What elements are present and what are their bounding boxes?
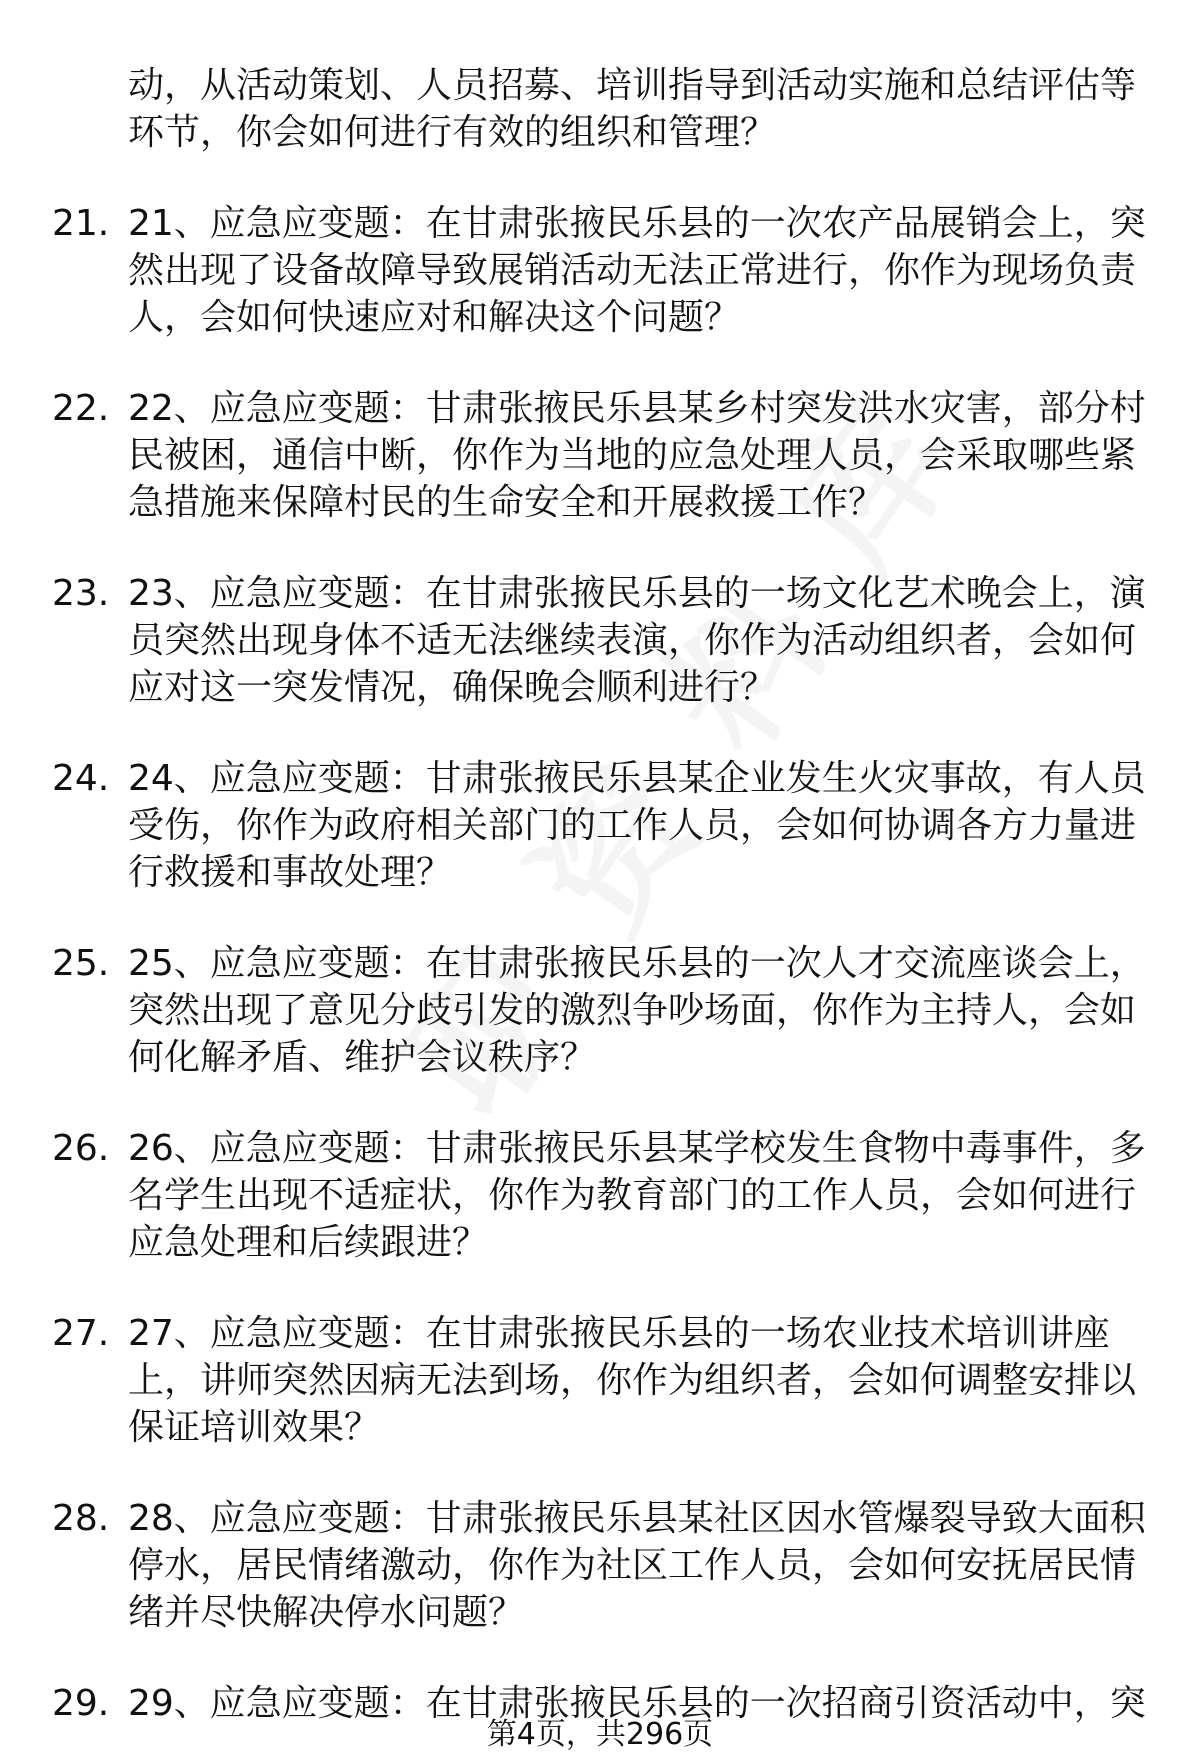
- list-item: [0, 1310, 1200, 1451]
- question-list: [0, 62, 1200, 1727]
- item-number: 29.: [52, 1683, 110, 1724]
- item-number: 28.: [52, 1498, 110, 1539]
- item-text: 29、应急应变题：在甘肃张掖民乐县的一次招商引资活动中，突: [128, 1683, 1146, 1724]
- list-item: [0, 940, 1200, 1081]
- item-number: 22.: [52, 388, 110, 429]
- item-text: 26、应急应变题：甘肃张掖民乐县某学校发生食物中毒事件，多名学生出现不适症状，你作为教育部门的工作人员，会如何进行应急处理和后续跟进？: [128, 1128, 1146, 1263]
- item-text: 23、应急应变题：在甘肃张掖民乐县的一场文化艺术晚会上，演员突然出现身体不适无法继续表演，你作为活动组织者，会如何应对这一突发情况，确保晚会顺利进行？: [128, 573, 1146, 708]
- continuation-text: 动，从活动策划、人员招募、培训指导到活动实施和总结评估等环节，你会如何进行有效的组织和管理？: [128, 65, 1137, 153]
- item-number: 23.: [52, 573, 110, 614]
- list-item: [0, 755, 1200, 896]
- list-item: [0, 570, 1200, 711]
- page-footer: 第4页，共296页: [486, 1717, 714, 1752]
- list-item: [0, 1495, 1200, 1636]
- item-text: 28、应急应变题：甘肃张掖民乐县某社区因水管爆裂导致大面积停水，居民情绪激动，你作为社区工作人员，会如何安抚居民情绪并尽快解决停水问题？: [128, 1498, 1146, 1633]
- item-text: 22、应急应变题：甘肃张掖民乐县某乡村突发洪水灾害，部分村民被困，通信中断，你作为当地的应急处理人员，会采取哪些紧急措施来保障村民的生命安全和开展救援工作？: [128, 388, 1146, 523]
- item-number: 25.: [52, 943, 110, 984]
- item-number: 24.: [52, 758, 110, 799]
- item-number: 27.: [52, 1313, 110, 1354]
- item-text: 27、应急应变题：在甘肃张掖民乐县的一场农业技术培训讲座上，讲师突然因病无法到场，你作为组织者，会如何调整安排以保证培训效果？: [128, 1313, 1137, 1448]
- item-text: 25、应急应变题：在甘肃张掖民乐县的一次人才交流座谈会上，突然出现了意见分歧引发的激烈争吵场面，你作为主持人，会如何化解矛盾、维护会议秩序？: [128, 943, 1146, 1078]
- item-text: 21、应急应变题：在甘肃张掖民乐县的一次农产品展销会上，突然出现了设备故障导致展销活动无法正常进行，你作为现场负责人，会如何快速应对和解决这个问题？: [128, 203, 1146, 338]
- item-number: 26.: [52, 1128, 110, 1169]
- item-number: 21.: [52, 203, 110, 244]
- list-item: [0, 385, 1200, 526]
- list-item: [0, 1125, 1200, 1266]
- list-item: [0, 200, 1200, 341]
- item-text: 24、应急应变题：甘肃张掖民乐县某企业发生火灾事故，有人员受伤，你作为政府相关部门的工作人员，会如何协调各方力量进行救援和事故处理？: [128, 758, 1146, 893]
